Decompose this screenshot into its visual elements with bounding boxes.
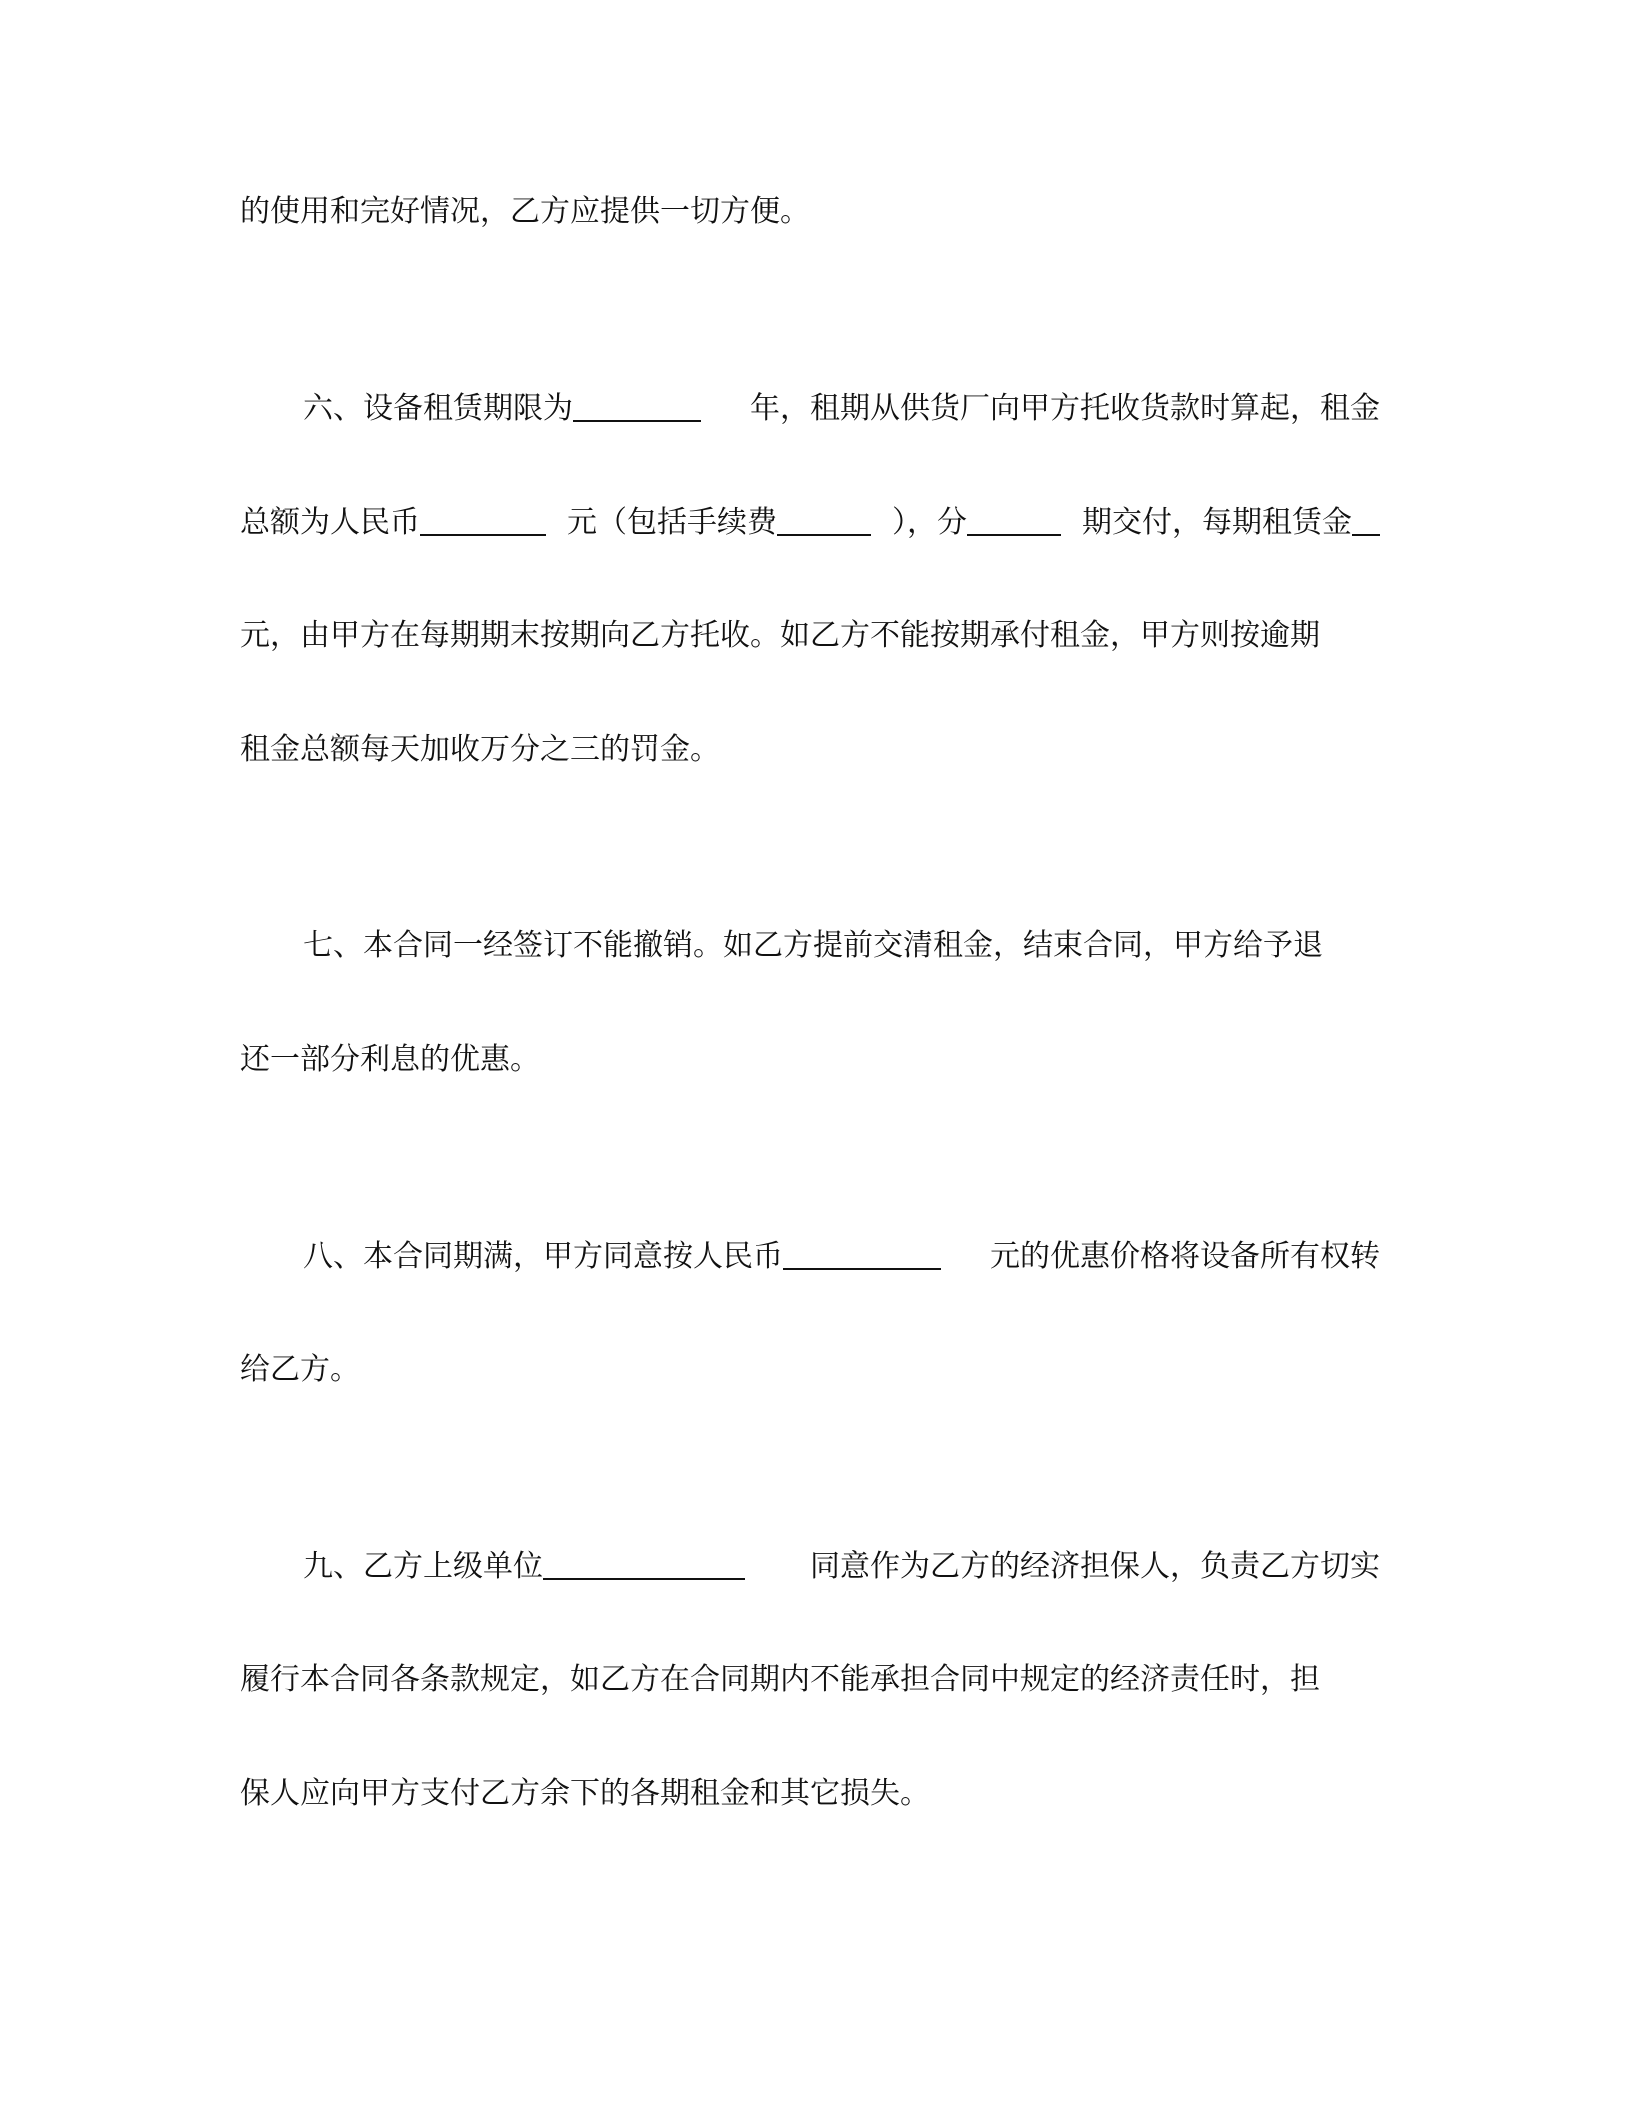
per-period-rent-blank[interactable] [1352, 504, 1380, 536]
section-9-line-3: 保人应向甲方支付乙方余下的各期租金和其它损失。 [240, 1776, 930, 1811]
section-6-text-b: 年，租期从供货厂向甲方托收货款时算起，租金 [750, 391, 1380, 426]
section-7-line-1: 七、本合同一经签订不能撤销。如乙方提前交清租金，结束合同，甲方给予退 [303, 928, 1323, 963]
handling-fee-blank[interactable] [777, 504, 871, 536]
guarantor-unit-blank[interactable] [543, 1548, 745, 1580]
section-9-line-2: 履行本合同各条款规定，如乙方在合同期内不能承担合同中规定的经济责任时，担 [240, 1662, 1320, 1697]
section-8-line-2: 给乙方。 [240, 1352, 360, 1387]
section-8-line-1 [303, 1234, 1380, 1278]
section-6-line-4: 租金总额每天加收万分之三的罚金。 [240, 732, 720, 767]
section-6-l2-part-a: 总额为人民币 [240, 500, 546, 545]
section-5-line-1 [240, 190, 1380, 234]
section-5-text: 的使用和完好情况，乙方应提供一切方便。 [240, 194, 810, 229]
section-6-l2-part-c: ），分 [892, 500, 1061, 545]
section-8-text-b: 元的优惠价格将设备所有权转 [990, 1239, 1380, 1274]
installment-count-blank[interactable] [967, 504, 1061, 536]
section-8-text-a: 八、本合同期满，甲方同意按人民币 [303, 1234, 941, 1279]
section-9-text-a: 九、乙方上级单位 [303, 1544, 745, 1589]
section-9-text-b: 同意作为乙方的经济担保人，负责乙方切实 [810, 1549, 1380, 1584]
section-9-line-1 [303, 1544, 1380, 1588]
transfer-price-blank[interactable] [783, 1238, 941, 1270]
lease-term-years-blank[interactable] [573, 390, 701, 422]
section-6-line-3: 元，由甲方在每期期末按期向乙方托收。如乙方不能按期承付租金，甲方则按逾期 [240, 618, 1320, 653]
section-6-l2-part-d: 期交付，每期租赁金 [1082, 500, 1380, 545]
section-7-line-2: 还一部分利息的优惠。 [240, 1042, 540, 1077]
section-6-l2-part-b: 元（包括手续费 [567, 500, 871, 545]
section-6-line-1 [303, 386, 1380, 430]
total-rent-amount-blank[interactable] [420, 504, 546, 536]
section-6-text-a: 六、设备租赁期限为 [303, 386, 701, 431]
section-6-line-2 [240, 500, 1380, 544]
